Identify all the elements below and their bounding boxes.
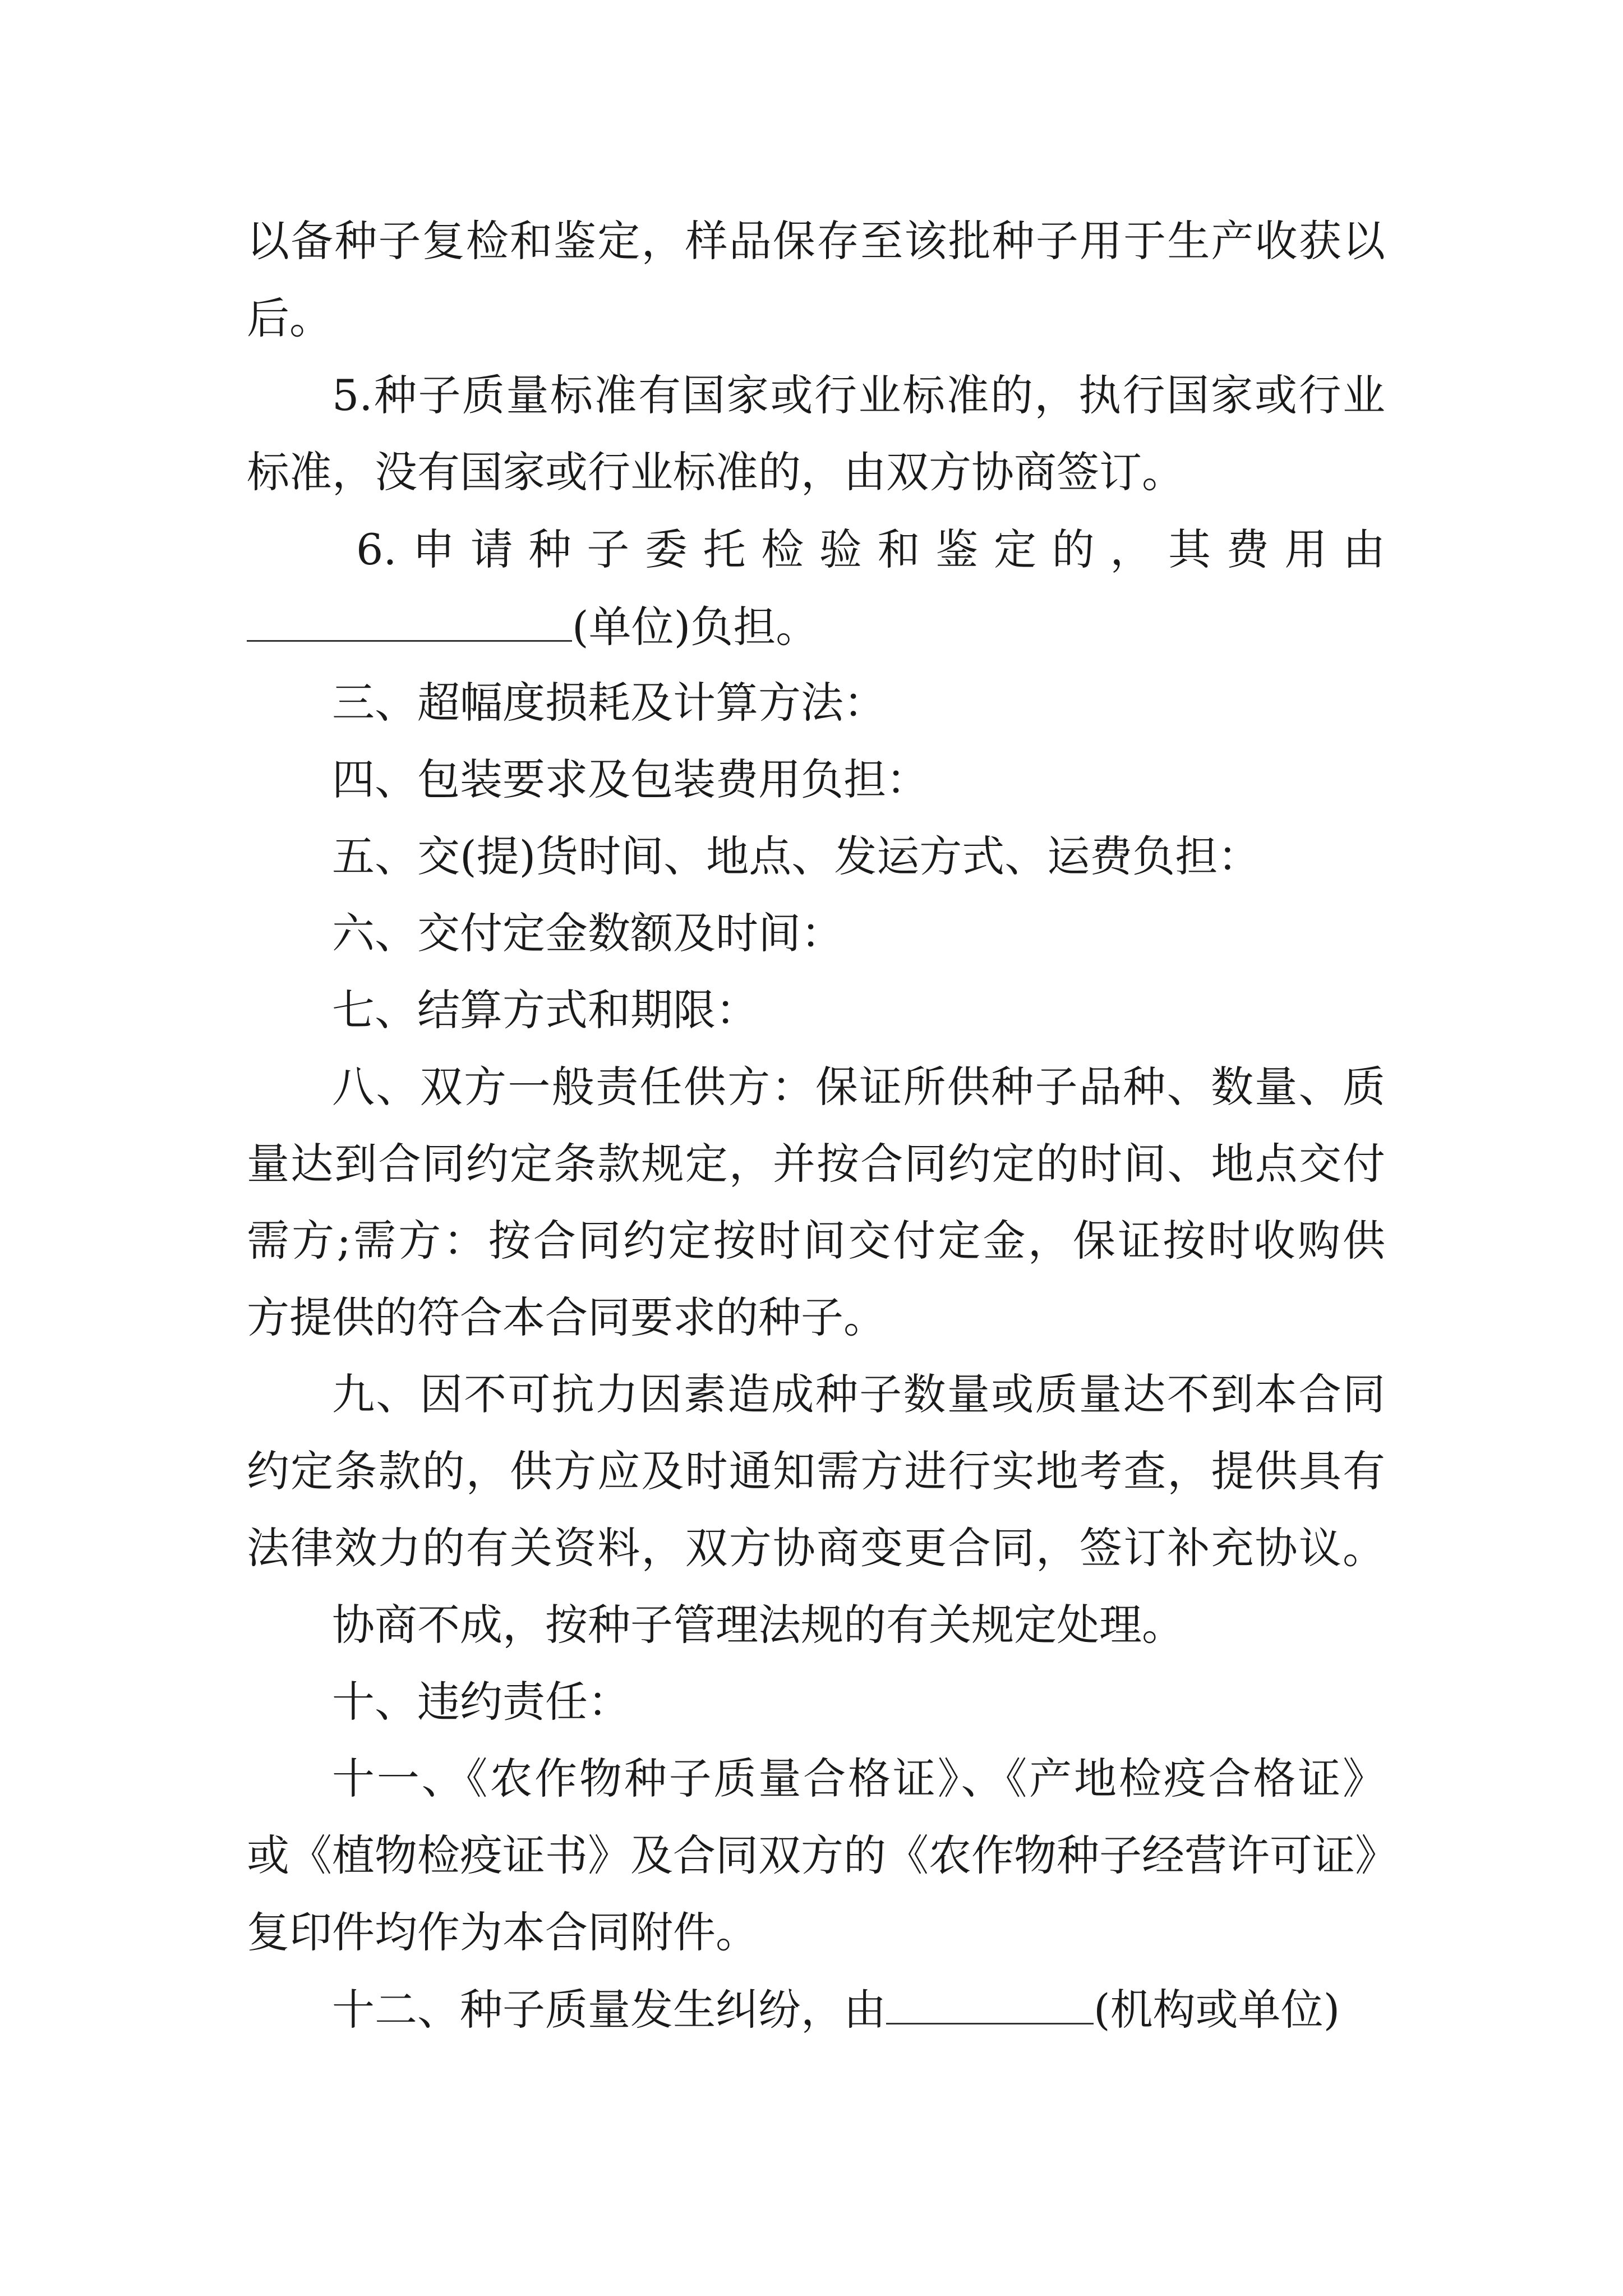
section-8-line: 量达到合同约定条款规定，并按合同约定的时间、地点交付: [247, 1139, 1385, 1189]
section-9-line: 协商不成，按种子管理法规的有关规定处理。: [332, 1600, 1184, 1650]
clause-5-line: 标准，没有国家或行业标准的，由双方协商签订。: [247, 447, 1184, 497]
section-11-line: 复印件均作为本合同附件。: [247, 1907, 758, 1957]
section-8-line: 需方;需方：按合同约定按时间交付定金，保证按时收购供: [247, 1216, 1385, 1266]
paragraph-line: 后。: [247, 293, 332, 343]
clause-6-line: [247, 599, 818, 655]
section-3-heading: 三、超幅度损耗及计算方法：: [332, 678, 886, 728]
section-12-suffix: (机构或单位): [1094, 1985, 1340, 2035]
fill-in-blank[interactable]: [247, 599, 572, 642]
section-4-heading: 四、包装要求及包装费用负担：: [332, 754, 929, 804]
section-9-line: 法律效力的有关资料，双方协商变更合同，签订补充协议。: [247, 1523, 1385, 1573]
section-12-prefix: 十二、种子质量发生纠纷，由: [332, 1985, 886, 2035]
section-8-line: 方提供的符合本合同要求的种子。: [247, 1292, 886, 1342]
section-12-line: [332, 1981, 1340, 2037]
clause-6-suffix: (单位)负担。: [572, 602, 819, 652]
section-5-heading: 五、交(提)货时间、地点、发运方式、运费负担：: [332, 831, 1261, 881]
clause-6-line: 6.申请种子委托检验和鉴定的，其费用由: [356, 524, 1385, 574]
document-page: [247, 0, 1398, 2296]
section-11-line: 十一、《农作物种子质量合格证》、《产地检疫合格证》: [332, 1754, 1385, 1803]
fill-in-blank[interactable]: [886, 1981, 1094, 2024]
section-9-line: 约定条款的，供方应及时通知需方进行实地考查，提供具有: [247, 1446, 1385, 1496]
paragraph-line: 以备种子复检和鉴定，样品保存至该批种子用于生产收获以: [247, 216, 1385, 266]
section-8-line: 八、双方一般责任供方：保证所供种子品种、数量、质: [332, 1062, 1385, 1112]
section-11-line: 或《植物检疫证书》及合同双方的《农作物种子经营许可证》: [247, 1830, 1398, 1880]
section-9-line: 九、因不可抗力因素造成种子数量或质量达不到本合同: [332, 1369, 1385, 1419]
section-6-heading: 六、交付定金数额及时间：: [332, 908, 843, 958]
section-7-heading: 七、结算方式和期限：: [332, 985, 758, 1035]
clause-5-line: 5.种子质量标准有国家或行业标准的，执行国家或行业: [332, 370, 1385, 420]
section-10-heading: 十、违约责任：: [332, 1677, 630, 1727]
